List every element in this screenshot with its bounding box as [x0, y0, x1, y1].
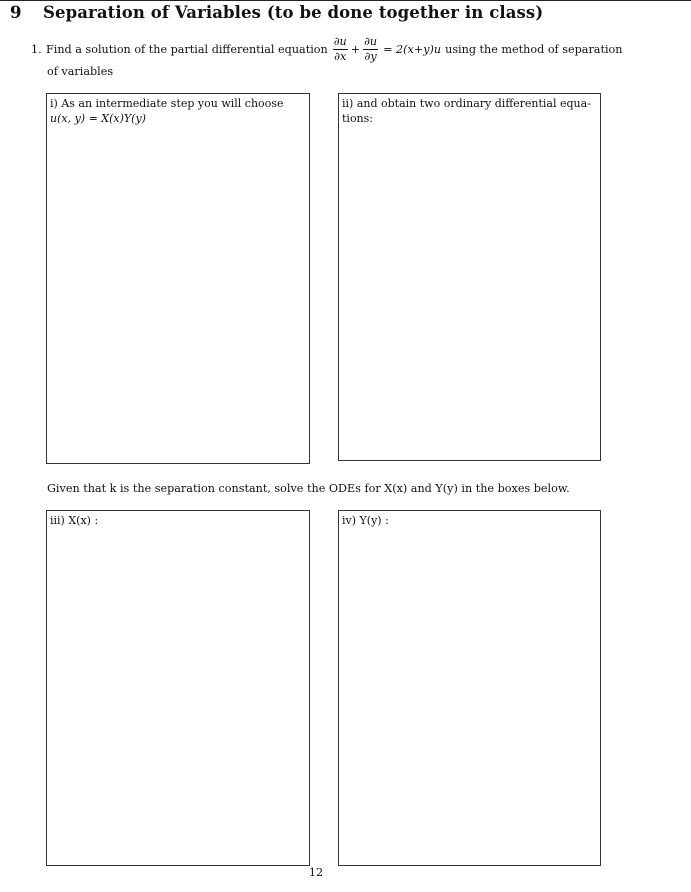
section-heading [10, 3, 543, 22]
problem-number: 1. [31, 42, 42, 56]
answer-box-ii[interactable] [338, 93, 601, 461]
plus-sign: + [350, 42, 361, 56]
problem-continuation: of variables [47, 65, 114, 78]
equation-rhs: = 2(x+y)u [383, 42, 442, 56]
top-rule [0, 0, 691, 1]
fraction-numerator: ∂u [364, 34, 378, 48]
section-title: Separation of Variables (to be done together in class) [43, 3, 544, 22]
box-i-formula: u(x, y) = X(x)Y(y) [50, 112, 146, 125]
box-ii-prompt: ii) and obtain two ordinary differential equa- [342, 97, 591, 110]
instruction-sentence: Given that k is the separation constant, solve the ODEs for X(x) and Y(y) in the boxes below. [47, 482, 570, 495]
partial-derivative-x [333, 36, 348, 63]
box-ii-prompt-continuation: tions: [342, 112, 373, 125]
fraction-numerator: ∂u [333, 34, 347, 48]
answer-box-iv[interactable] [338, 510, 601, 866]
problem-text-after: using the method of separation [445, 42, 623, 56]
answer-box-i[interactable] [46, 93, 310, 464]
box-i-prompt: i) As an intermediate step you will choose [50, 97, 284, 110]
page-number: 12 [308, 866, 324, 879]
answer-box-iii[interactable] [46, 510, 310, 866]
problem-text-before: Find a solution of the partial differential equation [46, 42, 328, 56]
problem-statement [31, 27, 622, 71]
section-number: 9 [10, 3, 22, 22]
fraction-denominator: ∂y [364, 49, 377, 63]
fraction-denominator: ∂x [334, 49, 347, 63]
box-iii-prompt: iii) X(x) : [50, 514, 99, 527]
partial-derivative-y [363, 36, 378, 63]
box-iv-prompt: iv) Y(y) : [342, 514, 389, 527]
